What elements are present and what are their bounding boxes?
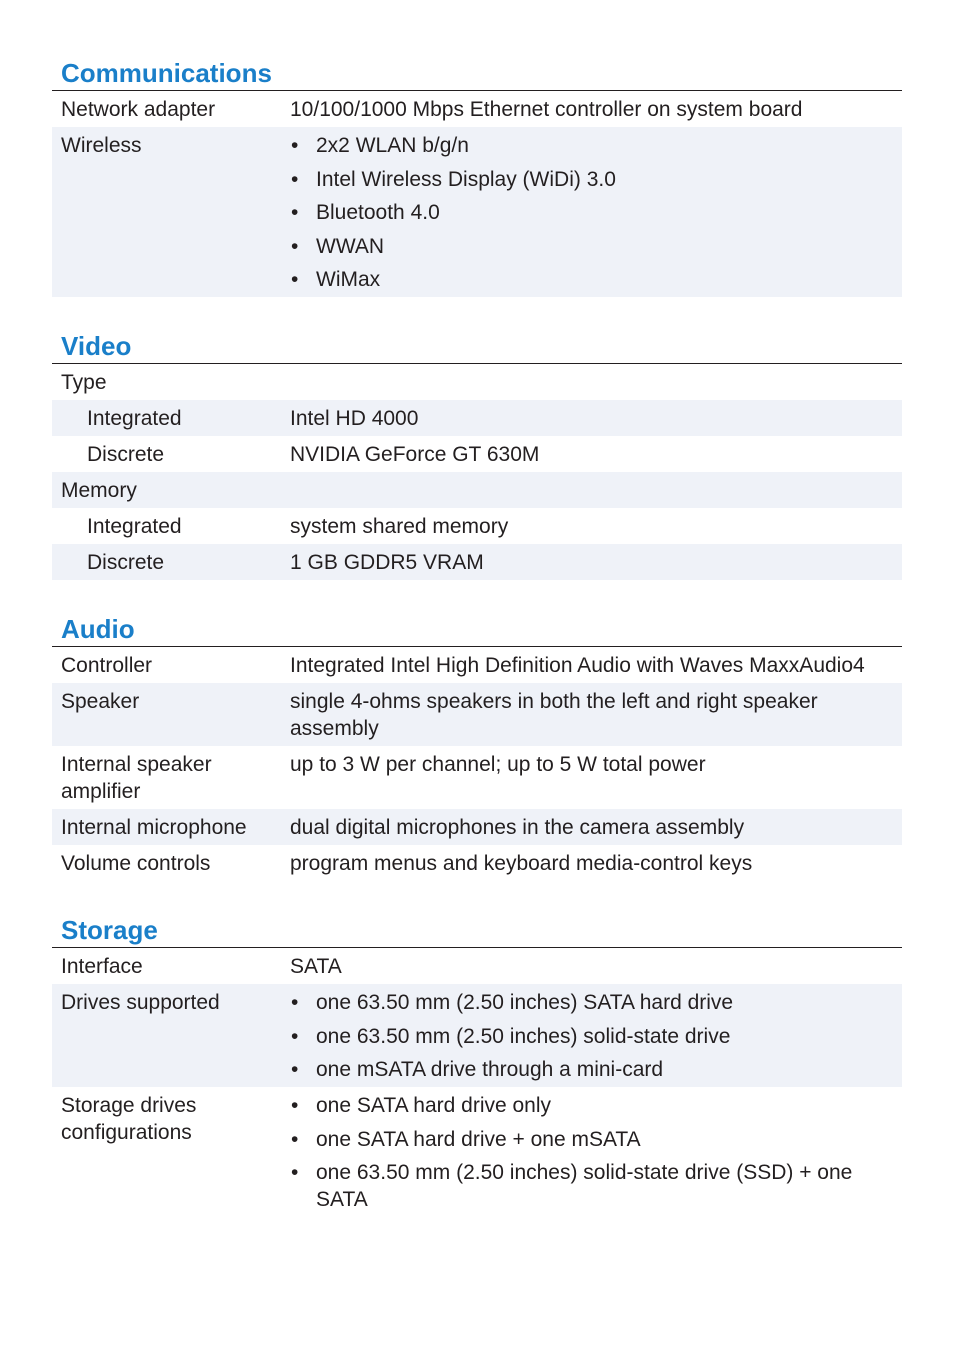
spec-bullet-item: • one SATA hard drive only <box>290 1092 892 1119</box>
spec-label: Speaker <box>61 690 140 713</box>
spec-bullet-item: • one mSATA drive through a mini-card <box>290 1056 892 1083</box>
spec-row <box>52 746 902 809</box>
spec-label: Volume controls <box>61 852 211 875</box>
spec-label: Interface <box>61 955 143 978</box>
spec-value: Integrated Intel High Definition Audio with Waves MaxxAudio4 <box>290 654 865 677</box>
spec-row <box>52 948 902 984</box>
spec-row <box>52 845 902 881</box>
spec-bullet-item: • 2x2 WLAN b/g/n <box>290 132 892 159</box>
spec-label: Drives supported <box>61 991 220 1014</box>
spec-value: SATA <box>290 955 342 978</box>
spec-bullet-item: • one SATA hard drive + one mSATA <box>290 1126 892 1153</box>
spec-value: up to 3 W per channel; up to 5 W total power <box>290 753 706 776</box>
spec-value <box>290 477 902 504</box>
spec-label: Wireless <box>61 134 142 157</box>
spec-value <box>290 369 902 396</box>
spec-bullet-list <box>290 1092 892 1213</box>
section-title: Storage <box>52 913 902 948</box>
spec-bullet-list <box>290 132 892 293</box>
spec-row <box>52 984 902 1087</box>
spec-bullet-item: • WWAN <box>290 233 892 260</box>
spec-row <box>52 127 902 297</box>
section-video <box>52 329 902 580</box>
spec-bullet-item: • one 63.50 mm (2.50 inches) SATA hard drive <box>290 989 892 1016</box>
spec-label: Discrete <box>87 551 165 574</box>
spec-label: Internal speaker amplifier <box>61 753 212 803</box>
spec-label: Internal microphone <box>61 816 247 839</box>
spec-value <box>290 989 902 1083</box>
section-audio <box>52 612 902 881</box>
spec-value: 10/100/1000 Mbps Ethernet controller on system board <box>290 98 803 121</box>
spec-label: Memory <box>61 479 137 502</box>
spec-bullet-item: • Intel Wireless Display (WiDi) 3.0 <box>290 166 892 193</box>
spec-row <box>52 508 902 544</box>
section-title: Communications <box>52 56 902 91</box>
spec-label: Integrated <box>87 407 182 430</box>
spec-value <box>290 1092 902 1213</box>
section-storage <box>52 913 902 1217</box>
section-communications <box>52 56 902 297</box>
spec-label: Discrete <box>87 443 165 466</box>
spec-row <box>52 436 902 472</box>
spec-value: single 4-ohms speakers in both the left and right speaker assembly <box>290 690 818 740</box>
spec-bullet-item: • WiMax <box>290 266 892 293</box>
spec-row <box>52 647 902 683</box>
spec-row <box>52 809 902 845</box>
spec-row <box>52 472 902 508</box>
spec-value: NVIDIA GeForce GT 630M <box>290 443 540 466</box>
spec-label: Controller <box>61 654 153 677</box>
spec-row <box>52 364 902 400</box>
spec-bullet-list <box>290 989 892 1083</box>
spec-row <box>52 1087 902 1217</box>
spec-bullet-item: • one 63.50 mm (2.50 inches) solid-state drive (SSD) + one SATA <box>290 1159 892 1213</box>
spec-label: Type <box>61 371 107 394</box>
spec-row <box>52 400 902 436</box>
spec-value <box>290 132 902 293</box>
spec-label: Network adapter <box>61 98 216 121</box>
spec-value: program menus and keyboard media-control keys <box>290 852 753 875</box>
spec-document <box>52 56 902 1249</box>
spec-value: dual digital microphones in the camera assembly <box>290 816 745 839</box>
spec-value: 1 GB GDDR5 VRAM <box>290 551 484 574</box>
section-title: Audio <box>52 612 902 647</box>
spec-label: Storage drives configurations <box>61 1094 197 1144</box>
spec-value: Intel HD 4000 <box>290 407 419 430</box>
spec-row <box>52 683 902 746</box>
section-title: Video <box>52 329 902 364</box>
spec-label: Integrated <box>87 515 182 538</box>
spec-row <box>52 544 902 580</box>
spec-bullet-item: • Bluetooth 4.0 <box>290 199 892 226</box>
spec-bullet-item: • one 63.50 mm (2.50 inches) solid-state drive <box>290 1023 892 1050</box>
spec-value: system shared memory <box>290 515 509 538</box>
spec-row <box>52 91 902 127</box>
